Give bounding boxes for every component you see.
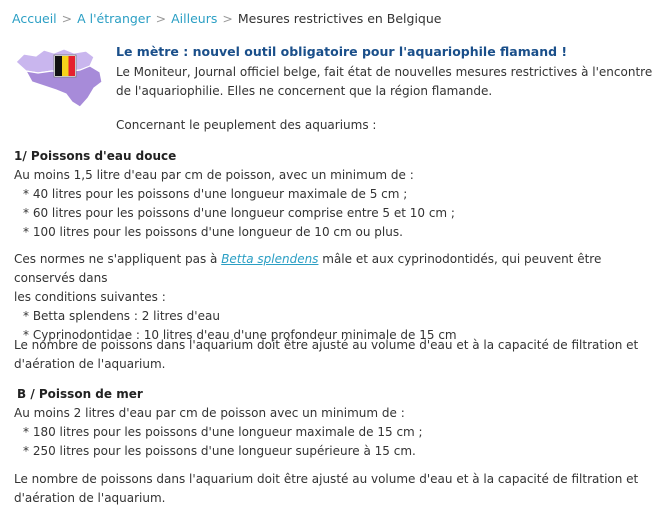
breadcrumb-separator: > — [61, 11, 73, 26]
list-item: * 60 litres pour les poissons d'une longueur comprise entre 5 et 10 cm ; — [23, 206, 455, 220]
list-item: * 180 litres pour les poissons d'une longueur maximale de 15 cm ; — [23, 425, 423, 439]
section-freshwater — [14, 147, 455, 242]
note-paragraph-2 — [14, 470, 638, 508]
section-title-freshwater: 1/ Poissons d'eau douce — [14, 149, 177, 163]
section-seawater — [14, 385, 423, 461]
breadcrumb-elsewhere[interactable]: Ailleurs — [171, 11, 218, 26]
exceptions-text-before: Ces normes ne s'appliquent pas à — [14, 252, 222, 266]
belgium-map-svg — [14, 44, 108, 110]
breadcrumb-abroad[interactable]: A l'étranger — [77, 11, 151, 26]
section-lead: Au moins 1,5 litre d'eau par cm de poisson, avec un minimum de : — [14, 168, 414, 182]
note-line: Le nombre de poissons dans l'aquarium doit être ajusté au volume d'eau et à la capacité de filtration et — [14, 338, 639, 352]
belgium-map-icon — [14, 44, 108, 110]
exceptions-text-after: mâle et aux cyprinodontidés, qui peuvent être conservés dans — [14, 252, 602, 285]
list-item: * Betta splendens : 2 litres d'eau — [23, 309, 220, 323]
belgian-flag-icon — [54, 55, 76, 77]
list-item: * 40 litres pour les poissons d'une longueur maximale de 5 cm ; — [23, 187, 408, 201]
note-line: Le nombre de poissons dans l'aquarium doit être ajusté au volume d'eau et à la capacité de filtration et — [14, 472, 639, 486]
note-line: d'aération de l'aquarium. — [14, 357, 166, 371]
section-title-seawater: B / Poisson de mer — [17, 387, 143, 401]
note-line: d'aération de l'aquarium. — [14, 491, 166, 505]
article-intro: Le Moniteur, Journal officiel belge, fait état de nouvelles mesures restrictives à l'encontre de l'aquariophilie. Elles ne concernent que la région flamande. — [116, 65, 653, 98]
section-lead: Au moins 2 litres d'eau par cm de poisson avec un minimum de : — [14, 406, 405, 420]
article-headline: Le mètre : nouvel outil obligatoire pour l'aquariophile flamand ! — [116, 44, 568, 59]
breadcrumb-separator: > — [155, 11, 167, 26]
list-item: * 250 litres pour les poissons d'une longueur supérieure à 15 cm. — [23, 444, 416, 458]
exceptions-line1 — [14, 250, 664, 288]
list-item: * Cyprinodontidae : 10 litres d'eau d'une profondeur minimale de 15 cm — [23, 328, 457, 342]
breadcrumb-separator: > — [222, 11, 233, 26]
list-item: * 100 litres pour les poissons d'une longueur de 10 cm ou plus. — [23, 225, 403, 239]
breadcrumb-current: Mesures restrictives en Belgique — [237, 11, 442, 26]
article-intro-stocking: Concernant le peuplement des aquariums : — [116, 118, 377, 132]
betta-splendens-link[interactable]: Betta splendens — [221, 252, 319, 266]
exceptions-paragraph — [14, 250, 664, 345]
breadcrumb-home[interactable]: Accueil — [12, 11, 57, 26]
exceptions-line2: les conditions suivantes : — [14, 290, 166, 304]
note-paragraph-1 — [14, 336, 638, 374]
breadcrumb — [12, 11, 441, 26]
